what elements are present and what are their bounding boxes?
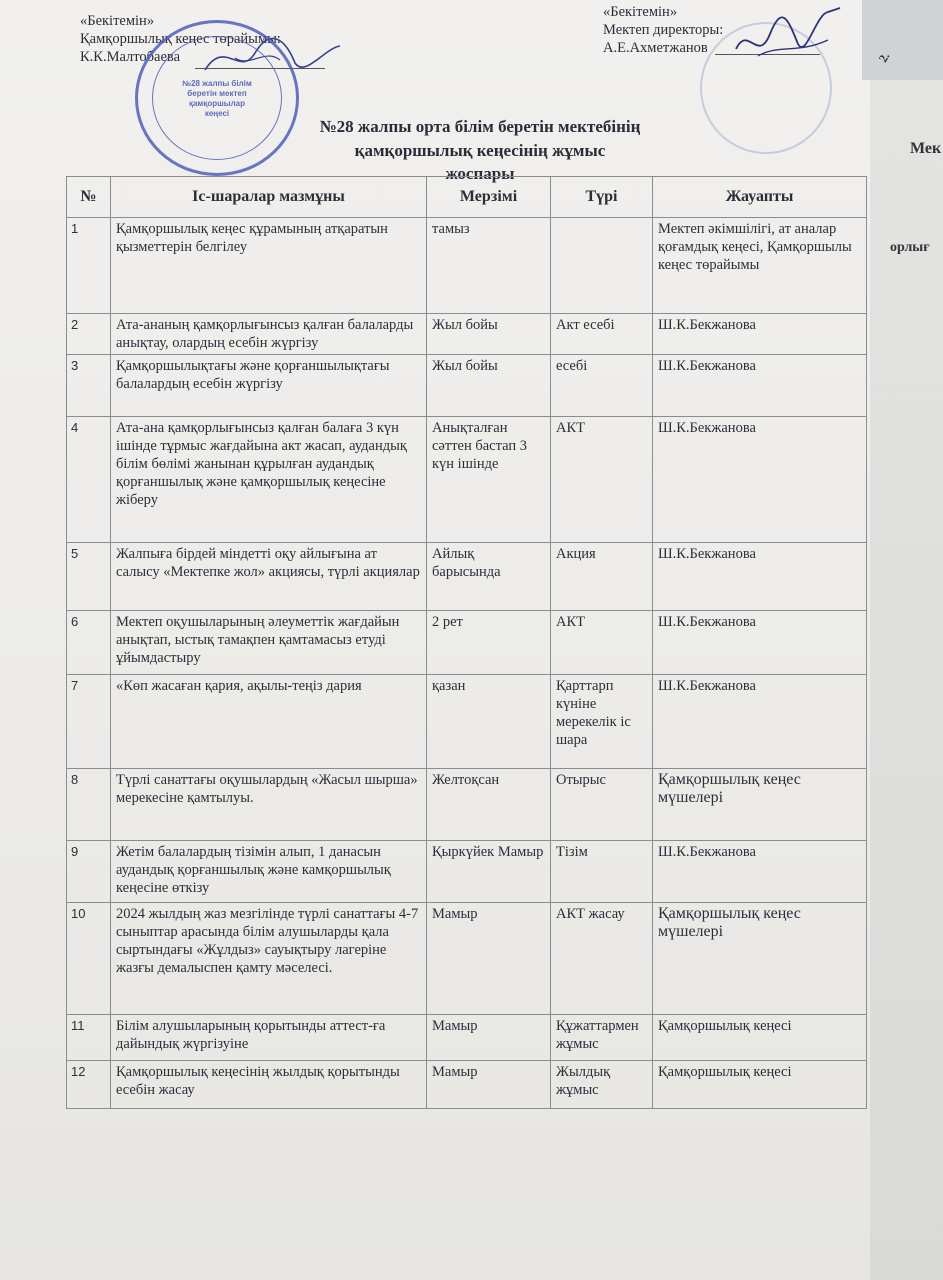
table-row bbox=[67, 769, 867, 841]
row-type: Отырыс bbox=[551, 769, 653, 841]
row-responsible: Ш.К.Бекжанова bbox=[653, 314, 867, 355]
row-type: АКТ bbox=[551, 417, 653, 543]
row-content: Қамқоршылық кеңес құрамының атқаратын қызметтерін белгілеу bbox=[111, 218, 427, 314]
header-type: Түрі bbox=[551, 177, 653, 218]
row-term: 2 рет bbox=[427, 611, 551, 675]
row-number: 2 bbox=[67, 314, 111, 355]
row-responsible: Қамқоршылық кеңес мүшелері bbox=[653, 903, 867, 1015]
table-row bbox=[67, 611, 867, 675]
work-plan-table bbox=[66, 176, 867, 1109]
left-approval-line2: Қамқоршылық кеңес төрайымы: bbox=[80, 31, 281, 47]
table-row bbox=[67, 417, 867, 543]
row-responsible: Қамқоршылық кеңесі bbox=[653, 1061, 867, 1109]
table-row bbox=[67, 314, 867, 355]
right-approval-line1: «Бекітемін» bbox=[603, 4, 678, 20]
table-row bbox=[67, 218, 867, 314]
table-row bbox=[67, 1015, 867, 1061]
row-number: 7 bbox=[67, 675, 111, 769]
row-number: 3 bbox=[67, 355, 111, 417]
row-content: Ата-ана қамқорлығынсыз қалған балаға 3 күн ішінде тұрмыс жағдайына акт жасап, аудандық білім бөлімі жанынан құрылған аудандық қорғаншылық және қамқоршылық кеңесіне жіберу bbox=[111, 417, 427, 543]
row-responsible: Ш.К.Бекжанова bbox=[653, 841, 867, 903]
table-row bbox=[67, 675, 867, 769]
right-approval-block bbox=[603, 3, 723, 57]
table-row bbox=[67, 355, 867, 417]
row-number: 10 bbox=[67, 903, 111, 1015]
right-signature bbox=[728, 4, 848, 74]
row-responsible: Қамқоршылық кеңесі bbox=[653, 1015, 867, 1061]
header-content: Іс-шаралар мазмұны bbox=[111, 177, 427, 218]
row-responsible: Ш.К.Бекжанова bbox=[653, 543, 867, 611]
side-fragment-2: Мек bbox=[910, 140, 942, 157]
adjacent-sheet bbox=[870, 0, 943, 1280]
row-responsible: Ш.К.Бекжанова bbox=[653, 675, 867, 769]
row-number: 6 bbox=[67, 611, 111, 675]
row-type: есебі bbox=[551, 355, 653, 417]
row-term: Жыл бойы bbox=[427, 355, 551, 417]
row-term: қазан bbox=[427, 675, 551, 769]
row-type: Акция bbox=[551, 543, 653, 611]
header-term: Мерзімі bbox=[427, 177, 551, 218]
row-term: Желтоқсан bbox=[427, 769, 551, 841]
table-row bbox=[67, 1061, 867, 1109]
row-term: Жыл бойы bbox=[427, 314, 551, 355]
row-type: Жылдық жұмыс bbox=[551, 1061, 653, 1109]
row-term: Қыркүйек Мамыр bbox=[427, 841, 551, 903]
row-type: Тізім bbox=[551, 841, 653, 903]
side-fragment-1: 2. bbox=[875, 49, 893, 65]
adjacent-sheet-corner bbox=[862, 0, 943, 80]
table-row bbox=[67, 903, 867, 1015]
left-approval-line1: «Бекітемін» bbox=[80, 13, 155, 29]
stamp-text: №28 жалпы білім беретін мектеп қамқоршылар кеңесі bbox=[182, 79, 252, 118]
row-content: Жалпыға бірдей міндетті оқу айлығына ат салысу «Мектепке жол» акциясы, түрлі акциялар bbox=[111, 543, 427, 611]
row-content: Ата-ананың қамқорлығынсыз қалған балаларды анықтау, олардың есебін жүргізу bbox=[111, 314, 427, 355]
row-responsible: Мектеп әкімшілігі, ат аналар қоғамдық кеңесі, Қамқоршылы кеңес төрайымы bbox=[653, 218, 867, 314]
right-approval-line2: Мектеп директоры: bbox=[603, 22, 724, 38]
row-type: Акт есебі bbox=[551, 314, 653, 355]
row-type bbox=[551, 218, 653, 314]
row-responsible: Ш.К.Бекжанова bbox=[653, 417, 867, 543]
row-term: Айлық барысында bbox=[427, 543, 551, 611]
row-responsible: Ш.К.Бекжанова bbox=[653, 611, 867, 675]
row-content: Мектеп оқушыларының әлеуметтік жағдайын анықтап, ыстық тамақпен қамтамасыз етуді ұйымдастыру bbox=[111, 611, 427, 675]
row-content: «Көп жасаған қария, ақылы-теңіз дария bbox=[111, 675, 427, 769]
row-responsible: Ш.К.Бекжанова bbox=[653, 355, 867, 417]
title-line-1: №28 жалпы орта білім беретін мектебінің bbox=[319, 117, 641, 136]
row-content: Қамқоршылықтағы және қорғаншылықтағы балалардың есебін жүргізу bbox=[111, 355, 427, 417]
row-term: Мамыр bbox=[427, 1061, 551, 1109]
row-term: Мамыр bbox=[427, 1015, 551, 1061]
row-number: 5 bbox=[67, 543, 111, 611]
row-content: Қамқоршылық кеңесінің жылдық қорытынды есебін жасау bbox=[111, 1061, 427, 1109]
row-term: Анықталған сәттен бастап 3 күн ішінде bbox=[427, 417, 551, 543]
row-content: Жетім балалардың тізімін алып, 1 данасын аудандық қорғаншылық және камқоршылық кеңесіне өткізу bbox=[111, 841, 427, 903]
row-type: АКТ жасау bbox=[551, 903, 653, 1015]
row-type: Қарттарп күніне мерекелік іс шара bbox=[551, 675, 653, 769]
row-content: Білім алушыларының қорытынды аттест-ға дайындық жүргізуіне bbox=[111, 1015, 427, 1061]
header-responsible: Жауапты bbox=[653, 177, 867, 218]
title-line-3: жоспары bbox=[445, 164, 515, 183]
row-type: АКТ bbox=[551, 611, 653, 675]
left-approval-line3: К.К.Малтобаева bbox=[80, 49, 181, 65]
row-number: 8 bbox=[67, 769, 111, 841]
side-fragment-3: орлығ bbox=[890, 240, 930, 255]
row-content: 2024 жылдың жаз мезгілінде түрлі санаттағы 4-7 сыныптар арасында білім алушыларды қала сыртындағы «Жұлдыз» сауықтыру лагеріне жазғы демалыспен қамту мәселесі. bbox=[111, 903, 427, 1015]
row-number: 11 bbox=[67, 1015, 111, 1061]
row-number: 1 bbox=[67, 218, 111, 314]
row-number: 12 bbox=[67, 1061, 111, 1109]
table-row bbox=[67, 543, 867, 611]
row-term: Мамыр bbox=[427, 903, 551, 1015]
header-number: № bbox=[67, 177, 111, 218]
row-type: Құжаттармен жұмыс bbox=[551, 1015, 653, 1061]
row-number: 4 bbox=[67, 417, 111, 543]
title-line-2: қамқоршылық кеңесінің жұмыс bbox=[354, 141, 606, 160]
row-content: Түрлі санаттағы оқушылардың «Жасыл шырша» мерекесіне қамтылуы. bbox=[111, 769, 427, 841]
table-row bbox=[67, 841, 867, 903]
right-approval-line3: А.Е.Ахметжанов bbox=[603, 40, 708, 56]
row-term: тамыз bbox=[427, 218, 551, 314]
table-header-row bbox=[67, 177, 867, 218]
row-number: 9 bbox=[67, 841, 111, 903]
row-responsible: Қамқоршылық кеңес мүшелері bbox=[653, 769, 867, 841]
